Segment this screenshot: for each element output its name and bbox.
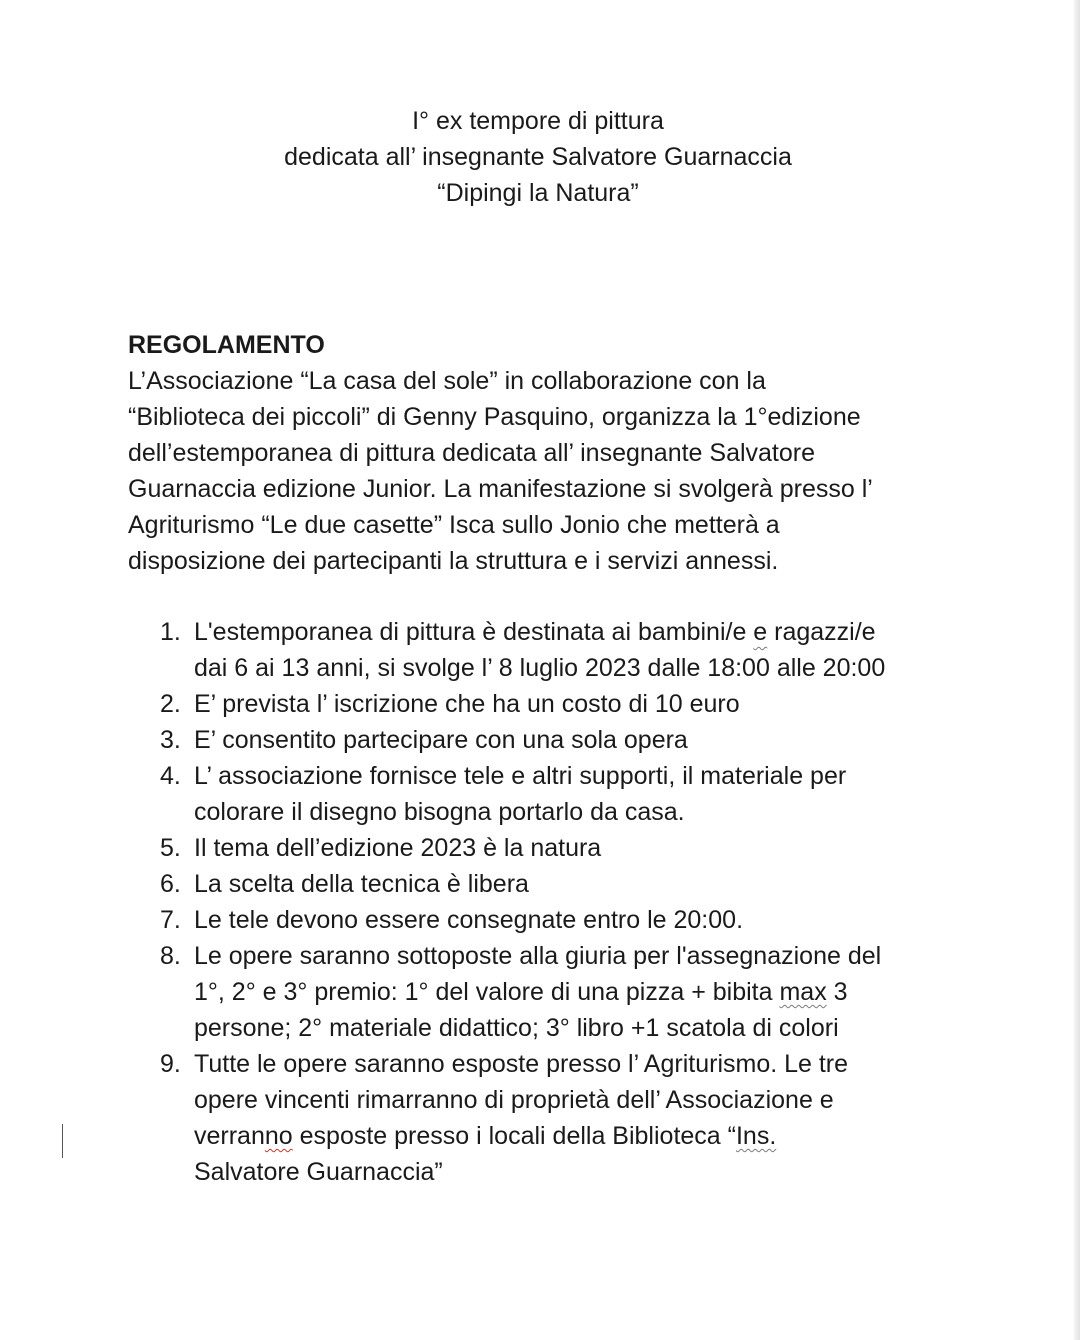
rule-text: L'estemporanea di pittura è destinata ai bambini/e: [194, 618, 754, 646]
rule-number: 8.: [160, 942, 181, 970]
rule-line: E’ consentito partecipare con una sola opera: [194, 726, 688, 754]
rule-number: 7.: [160, 906, 181, 934]
spelling-flag-word[interactable]: no: [264, 1122, 293, 1150]
rule-line: E’ prevista l’ iscrizione che ha un costo di 10 euro: [194, 690, 740, 718]
rule-number: 4.: [160, 762, 181, 790]
title-line-2: dedicata all’ insegnante Salvatore Guarnaccia: [284, 143, 792, 171]
rule-number: 5.: [160, 834, 181, 862]
rule-line: colorare il disegno bisogna portarlo da casa.: [194, 798, 685, 826]
document-title: [0, 103, 1076, 211]
text-cursor: [62, 1124, 63, 1158]
rule-text: esposte presso i locali della Biblioteca “: [292, 1122, 736, 1150]
rule-line: Le opere saranno sottoposte alla giuria per l'assegnazione del: [194, 942, 882, 970]
grammar-flag-word[interactable]: Ins.: [735, 1122, 777, 1150]
rule-line: Salvatore Guarnaccia”: [194, 1158, 443, 1186]
rules-list: [128, 614, 885, 1190]
rule-number: 1.: [160, 618, 181, 646]
intro-paragraph: [128, 363, 873, 579]
section-heading: REGOLAMENTO: [128, 331, 325, 359]
rule-item: [128, 830, 885, 866]
rule-text: verran: [194, 1122, 265, 1150]
rule-line: L’ associazione fornisce tele e altri supporti, il materiale per: [194, 762, 847, 790]
rule-line: [194, 1118, 885, 1154]
rule-item: [128, 722, 885, 758]
intro-line: disposizione dei partecipanti la struttura e i servizi annessi.: [128, 547, 779, 575]
rule-line: opere vincenti rimarranno di proprietà dell’ Associazione e: [194, 1086, 834, 1114]
grammar-flag-word[interactable]: max: [779, 978, 827, 1006]
grammar-flag-word[interactable]: e: [753, 618, 768, 646]
rule-number: 3.: [160, 726, 181, 754]
rule-line: Tutte le opere saranno esposte presso l’ Agriturismo. Le tre: [194, 1050, 849, 1078]
rule-line: La scelta della tecnica è libera: [194, 870, 529, 898]
intro-line: dell’estemporanea di pittura dedicata all’ insegnante Salvatore: [128, 439, 816, 467]
rule-line: [194, 974, 885, 1010]
title-line-3: “Dipingi la Natura”: [437, 179, 639, 207]
intro-line: L’Associazione “La casa del sole” in collaborazione con la: [128, 367, 766, 395]
rule-item: [128, 938, 885, 1046]
rule-item: [128, 686, 885, 722]
rule-item: [128, 758, 885, 830]
rule-item: [128, 866, 885, 902]
rule-line: persone; 2° materiale didattico; 3° libro +1 scatola di colori: [194, 1014, 839, 1042]
rule-item: [128, 902, 885, 938]
rule-text: 3: [826, 978, 848, 1006]
rule-item: [128, 614, 885, 686]
rule-item: [128, 1046, 885, 1190]
title-line-1: I° ex tempore di pittura: [412, 107, 664, 135]
rule-text: ragazzi/e: [767, 618, 876, 646]
rule-number: 9.: [160, 1050, 181, 1078]
rule-line: Le tele devono essere consegnate entro le 20:00.: [194, 906, 744, 934]
rule-number: 6.: [160, 870, 181, 898]
intro-line: Guarnaccia edizione Junior. La manifestazione si svolgerà presso l’: [128, 475, 873, 503]
rule-line: [194, 614, 885, 650]
intro-line: “Biblioteca dei piccoli” di Genny Pasquino, organizza la 1°edizione: [128, 403, 861, 431]
intro-line: Agriturismo “Le due casette” Isca sullo Jonio che metterà a: [128, 511, 780, 539]
rule-line: dai 6 ai 13 anni, si svolge l’ 8 luglio 2023 dalle 18:00 alle 20:00: [194, 654, 886, 682]
rule-number: 2.: [160, 690, 181, 718]
rule-line: Il tema dell’edizione 2023 è la natura: [194, 834, 602, 862]
rule-text: 1°, 2° e 3° premio: 1° del valore di una pizza + bibita: [194, 978, 780, 1006]
